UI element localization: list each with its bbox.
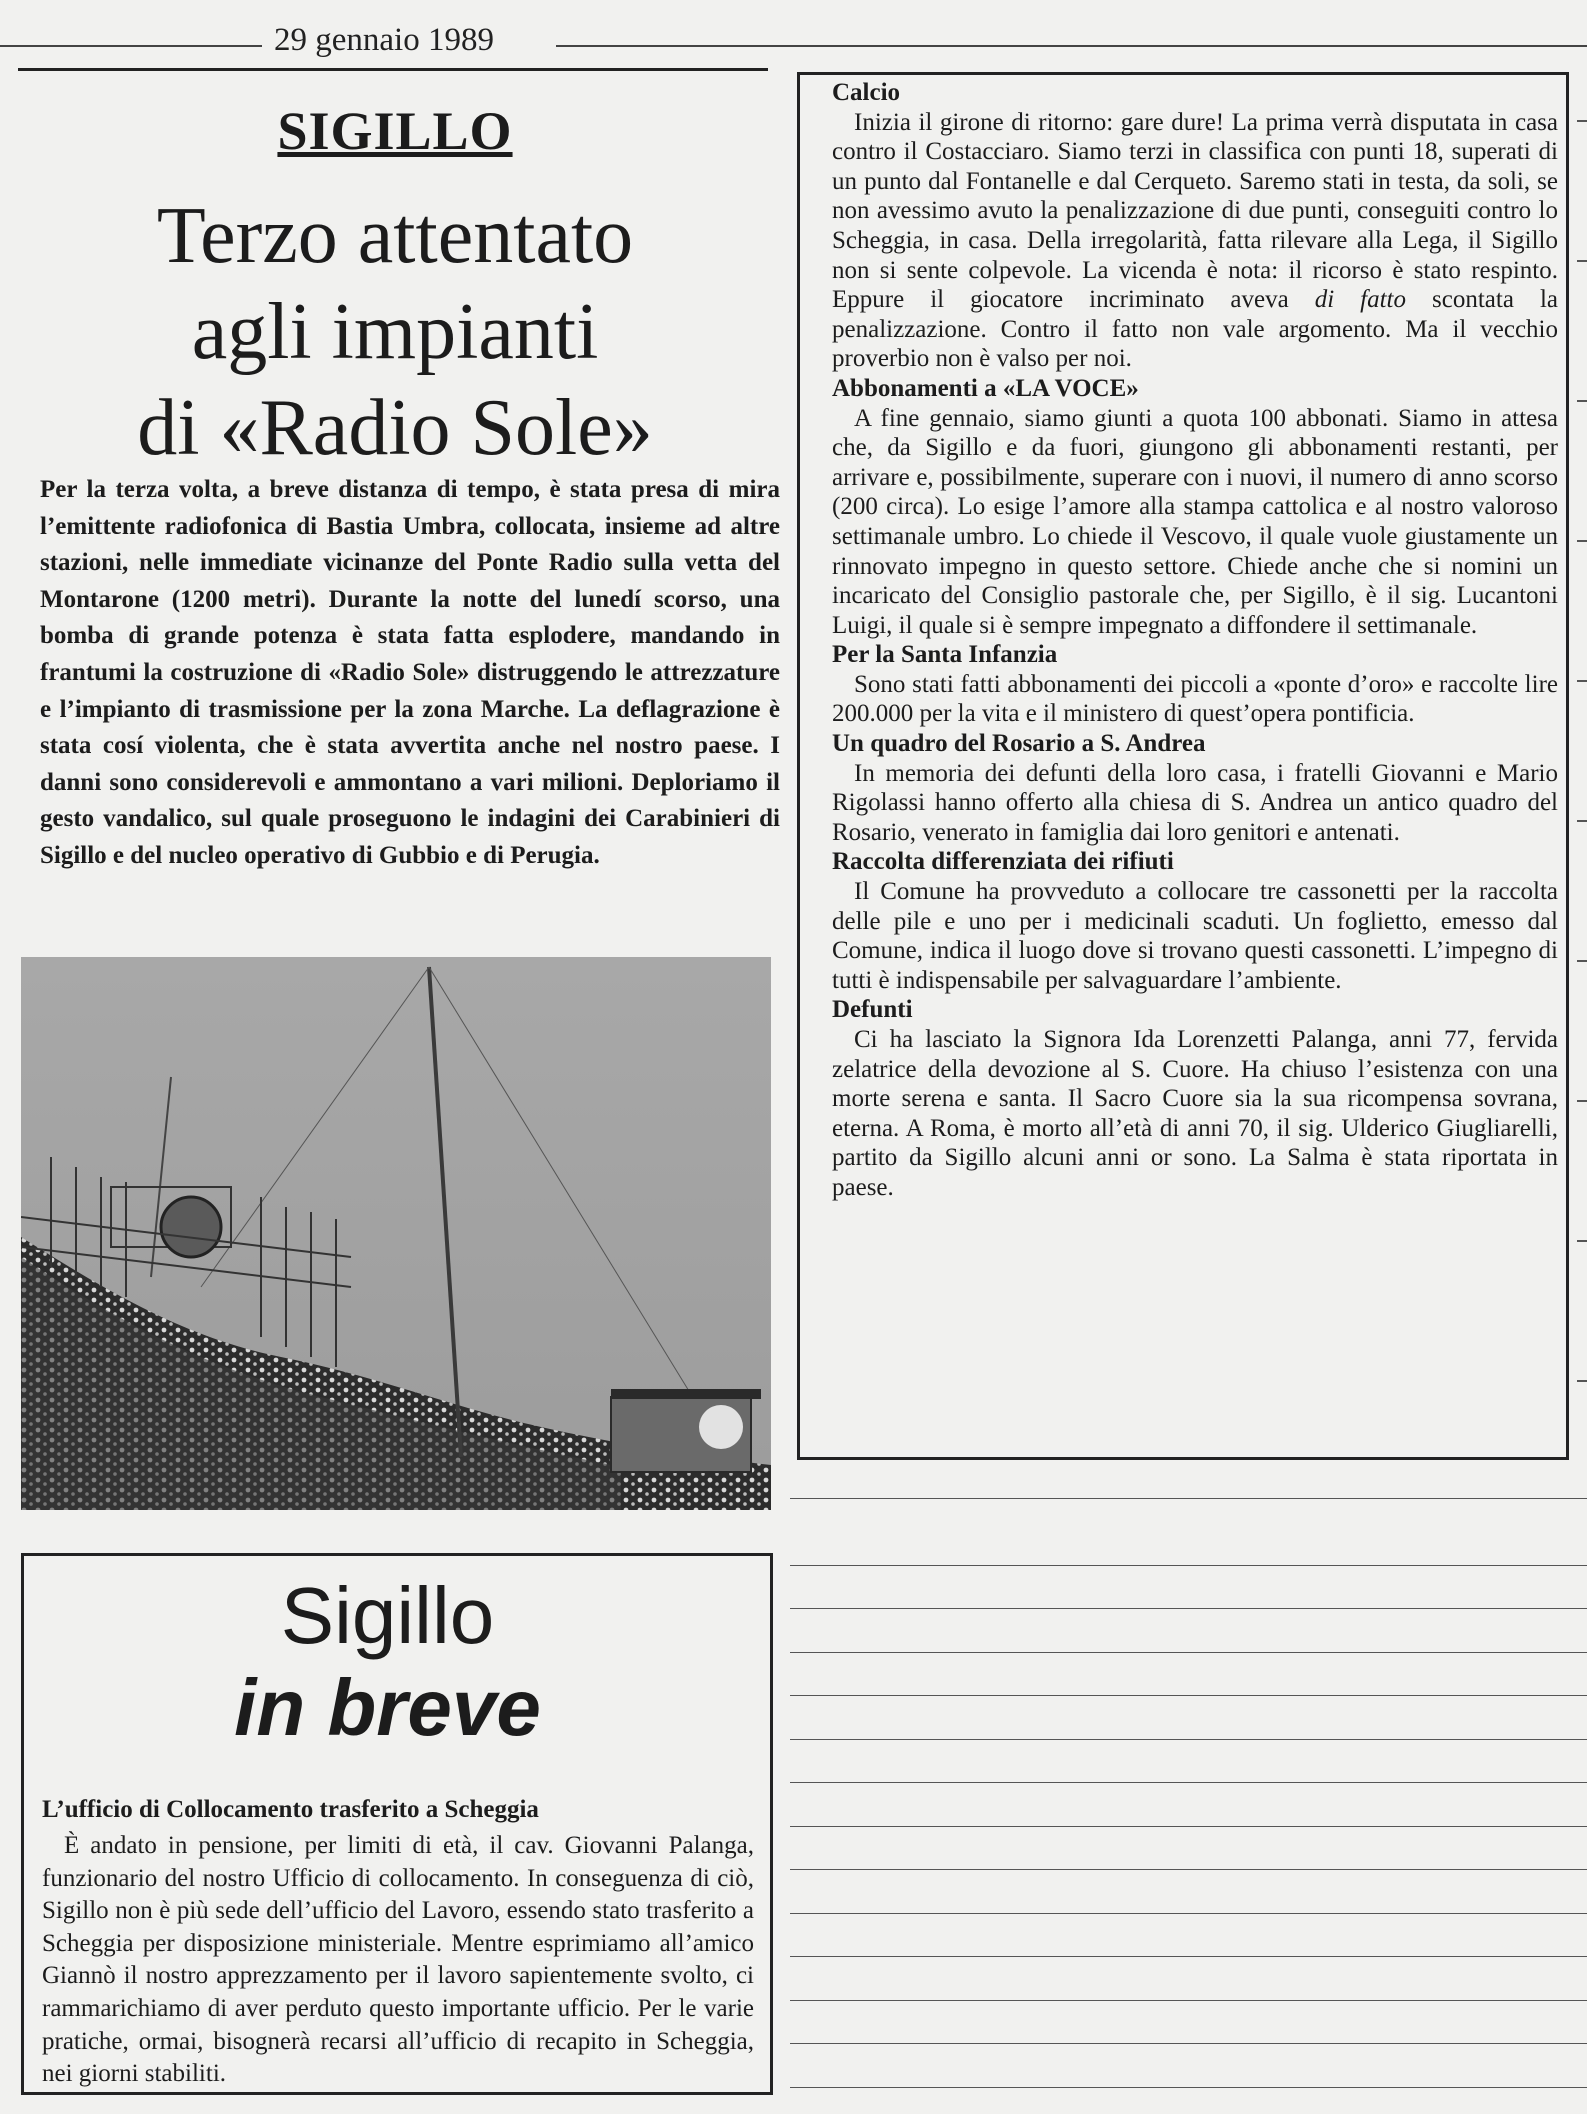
news-heading-santa-infanzia: Per la Santa Infanzia bbox=[832, 641, 1058, 669]
headline-line-2: agli impianti bbox=[191, 288, 599, 376]
news-body-defunti: Ci ha lasciato la Signora Ida Lorenzetti Palanga, anni 77, fervida zelatrice della devozione al S. Cuore. Ha chiuso l’esistenza con una morte serena e santa. Il Sacro Cuore sia la sua ricompensa sovrana, eterna. A Roma, è morto all’età di anni 70, il sig. Ulderico Giugliarelli, partito da Sigillo alcuni anni or sono. La Salma è stata riportata in paese. bbox=[832, 1026, 1558, 1201]
date-rule-left bbox=[0, 45, 262, 47]
news-body-calcio bbox=[832, 108, 1558, 374]
headline-line-3: di «Radio Sole» bbox=[137, 384, 653, 472]
news-heading-quadro-rosario: Un quadro del Rosario a S. Andrea bbox=[832, 730, 1206, 758]
breve-item-body: È andato in pensione, per limiti di età, il cav. Giovanni Palanga, funzionario del nostro Ufficio di collocamento. In conseguenza di ciò, Sigillo non è più sede dell’ufficio del Lavoro, essendo stato trasferito a Scheggia per disposizione ministeriale. Mentre esprimiamo all’amico Giannò il nostro apprezzamento per il lavoro sapientemente svolto, ci rammarichiamo di aver perduto questo importante ufficio. Per le varie pratiche, ormai, bisognerà recarsi all’ufficio di recapito in Scheggia, nei giorni stabiliti. bbox=[42, 1832, 754, 2088]
news-heading-calcio: Calcio bbox=[832, 79, 901, 106]
news-body-santa-infanzia: Sono stati fatti abbonamenti dei piccoli a «ponte d’oro» e raccolte lire 200.000 per la vita e il ministero di quest’opera pontificia. bbox=[832, 670, 1558, 728]
news-body-abbonamenti: A fine gennaio, siamo giunti a quota 100 abbonati. Siamo in attesa che, da Sigillo e da fuori, giungono gli abbonamenti restanti, per arrivare e, possibilmente, superare con i nuovi, il numero di anno scorso (200 circa). Lo esige l’amore alla stampa cattolica e al nostro valoroso settimanale umbro. Lo chiede il Vescovo, il quale vuole giustamente un rinnovato impegno in questo settore. Chiede anche che si nomini un incaricato del Consiglio pastorale che, per Sigillo, è il sig. Lucantoni Luigi, il quale si è sempre impegnato a diffondere il settimanale. bbox=[832, 404, 1558, 639]
news-heading-abbonamenti: Abbonamenti a «LA VOCE» bbox=[832, 374, 1139, 402]
calcio-text-italic: di fatto bbox=[1314, 286, 1407, 314]
breve-item-heading: L’ufficio di Collocamento trasferito a Scheggia bbox=[42, 1796, 539, 1823]
article-headline bbox=[0, 188, 790, 476]
article-lead: Per la terza volta, a breve distanza di tempo, è stata presa di mira l’emittente radiofonica di Bastia Umbra, collocata, insieme ad altre stazioni, nelle immediate vicinanze del Ponte Radio sulla vetta del Montarone (1200 metri). Durante la notte del lunedí scorso, una bomba di grande potenza è stata fatta esplodere, mandando in frantumi la costruzione di «Radio Sole» distruggendo le attrezzature e l’impianto di trasmissione per la zona Marche. La deflagrazione è stata cosí violenta, che è stata avvertita anche nel nostro paese. I danni sono considerevoli e ammontano a vari milioni. Deploriamo il gesto vandalico, sul quale proseguono le indagini dei Carabinieri di Sigillo e del nucleo operativo di Gubbio e di Perugia. bbox=[40, 476, 780, 869]
in-breve-title: Sigillo bbox=[280, 1571, 495, 1660]
in-breve-subtitle: in breve bbox=[234, 1663, 541, 1752]
location-kicker: SIGILLO bbox=[277, 101, 513, 161]
calcio-text-1: Inizia il girone di ritorno: gare dure! La prima verrà disputata in casa contro il Costacciaro. Siamo terzi in classifica con punti 18, superati di un punto dal Fontanelle e dal Cerqueto. Saremo stati in testa, da soli, se non avessimo avuto la penalizzazione di due punti, conseguiti contro lo Scheggia, in casa. Della irregolarità, fatta rilevare alla Lega, il Sigillo non si sente colpevole. La vicenda è nota: il ricorso è stato respinto. Eppure il giocatore incriminato aveva bbox=[832, 108, 1558, 314]
radio-transmitter-photo bbox=[21, 957, 771, 1510]
news-body-quadro-rosario: In memoria dei defunti della loro casa, i fratelli Giovanni e Mario Rigolassi hanno offerto alla chiesa di S. Andrea un antico quadro del Rosario, venerato in famiglia dai loro genitori e antenati. bbox=[832, 759, 1558, 846]
issue-date: 29 gennaio 1989 bbox=[274, 22, 494, 58]
news-heading-defunti: Defunti bbox=[832, 996, 913, 1024]
news-heading-raccolta-rifiuti: Raccolta differenziata dei rifiuti bbox=[832, 848, 1174, 876]
calcio-text-2: scontata la penalizzazione. Contro il fatto non vale argomento. Ma il vecchio proverbio non è valso per noi. bbox=[832, 286, 1558, 373]
news-body-raccolta-rifiuti: Il Comune ha provveduto a collocare tre cassonetti per la raccolta delle pile e uno per i medicinali scaduti. Un foglietto, emesso dal Comune, indica il luogo dove si trovano questi cassonetti. L’impegno di tutti è indispensabile per salvaguardare l’ambiente. bbox=[832, 878, 1558, 994]
mountain-antenna-image bbox=[21, 957, 771, 1510]
news-column bbox=[832, 78, 1558, 1203]
date-rule-right bbox=[556, 45, 1587, 47]
headline-line-1: Terzo attentato bbox=[156, 192, 634, 280]
top-rule bbox=[18, 68, 768, 71]
